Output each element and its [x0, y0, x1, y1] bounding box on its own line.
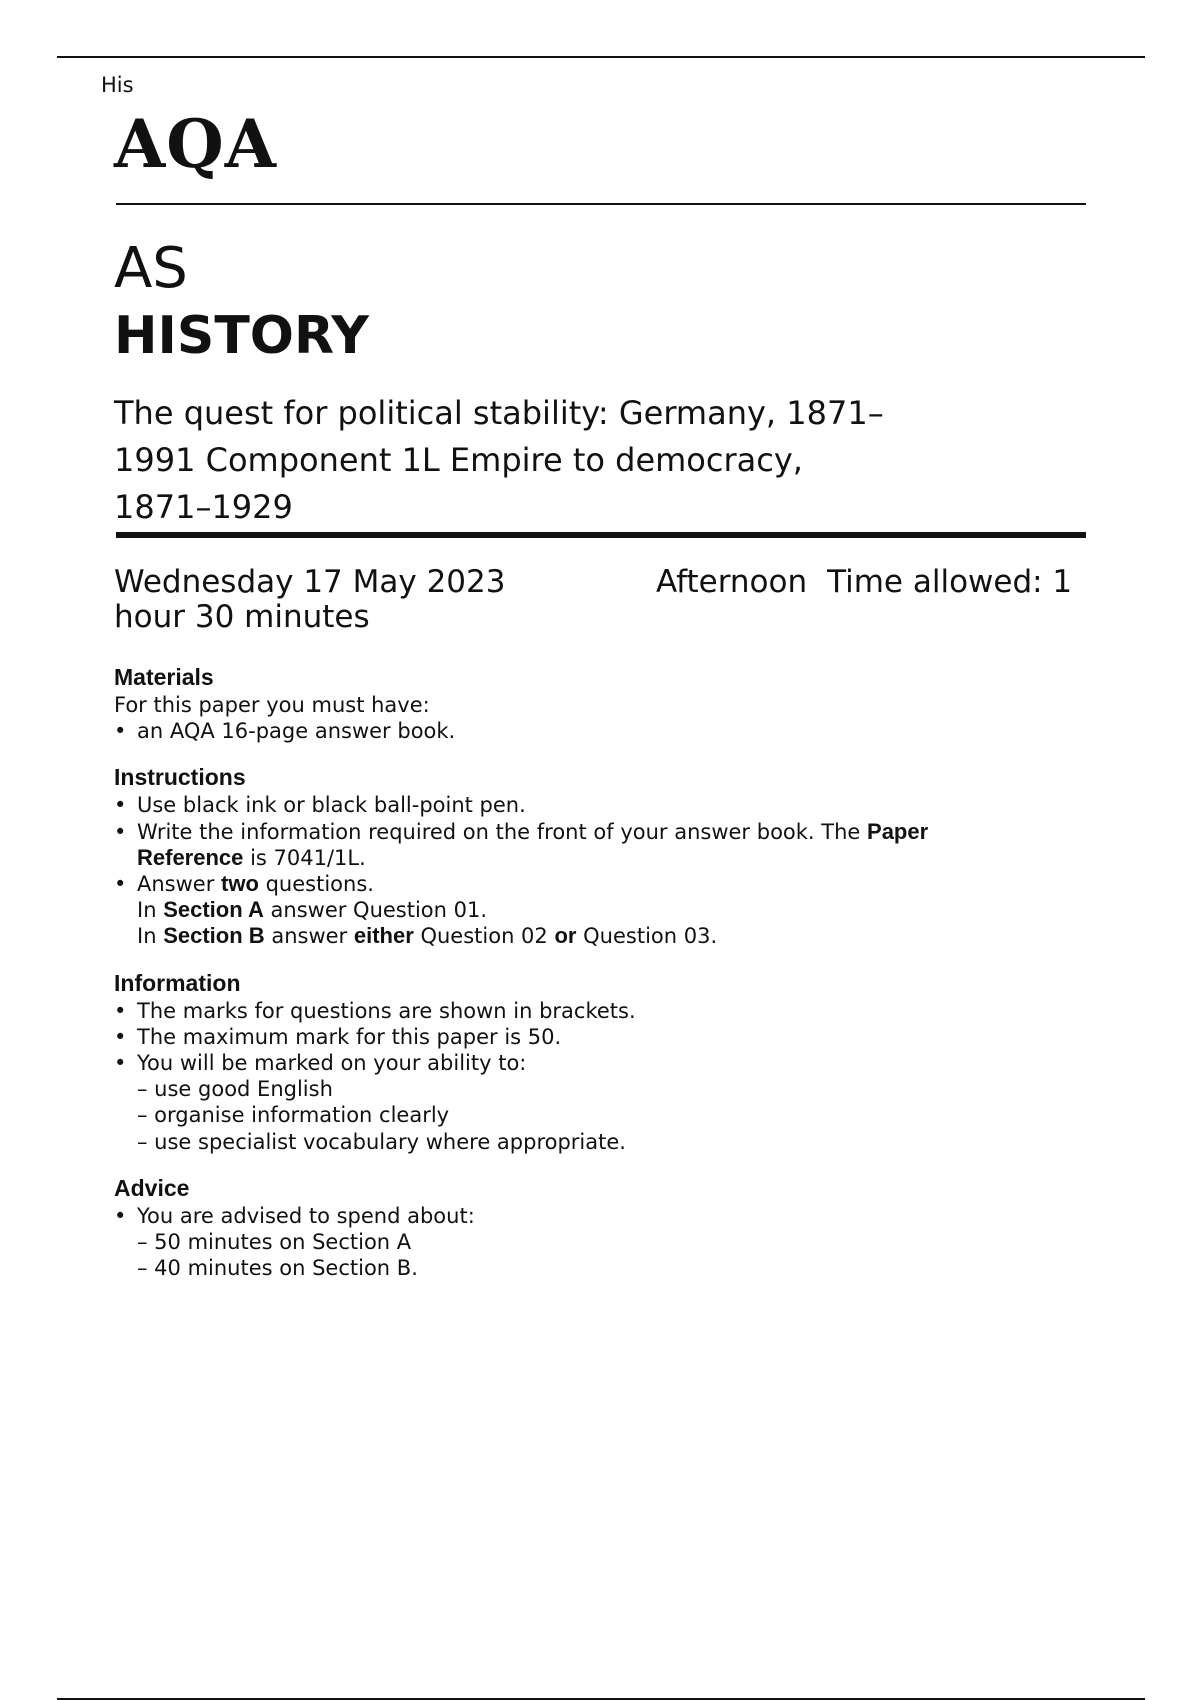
instructions-emphasis: Reference	[137, 844, 244, 870]
instructions-text: answer Question 01.	[263, 898, 488, 923]
information-section	[114, 970, 1094, 1155]
paper-title-line-1: The quest for political stability: Germany, 1871–	[114, 394, 884, 432]
advice-text: You are advised to spend about:	[137, 1203, 475, 1228]
advice-section	[114, 1175, 1094, 1282]
exam-session: Afternoon	[656, 564, 808, 600]
instructions-text: Question 02	[413, 924, 555, 949]
information-item	[114, 1050, 1094, 1155]
advice-item	[114, 1203, 1094, 1282]
instructions-item	[114, 871, 1094, 950]
paper-title-line-3: 1871–1929	[114, 488, 293, 526]
title-divider	[116, 532, 1086, 538]
instructions-text: Question 03.	[576, 924, 718, 949]
instructions-emphasis: or	[554, 923, 577, 949]
logo-divider	[116, 203, 1086, 205]
instructions-emphasis: Section A	[163, 897, 264, 923]
instructions-emphasis: Paper	[867, 818, 929, 844]
information-heading: Information	[114, 969, 241, 996]
instructions-subline	[137, 897, 1094, 923]
qualification-level: AS	[114, 236, 188, 301]
paper-title	[114, 390, 934, 531]
advice-subitem: – 50 minutes on Section A	[137, 1230, 412, 1255]
materials-item: • an AQA 16-page answer book.	[114, 718, 1094, 744]
instructions-emphasis: two	[221, 871, 259, 897]
instructions-text: questions.	[258, 872, 374, 897]
subject-title: HISTORY	[114, 306, 369, 366]
instructions-emphasis: Section B	[163, 923, 265, 949]
exam-details	[114, 565, 1094, 635]
information-subitem: – organise information clearly	[137, 1103, 450, 1128]
materials-intro: For this paper you must have:	[114, 693, 430, 717]
instructions-text: Answer	[137, 872, 222, 897]
instructions-text: is 7041/1L.	[243, 845, 366, 870]
advice-heading: Advice	[114, 1174, 190, 1201]
exam-date: Wednesday 17 May 2023	[114, 564, 506, 600]
instructions-section	[114, 764, 1094, 949]
instructions-heading: Instructions	[114, 764, 246, 791]
time-allowed-continued: hour 30 minutes	[114, 599, 370, 635]
instructions-text: In	[137, 924, 164, 949]
header-code: His	[101, 73, 134, 97]
information-subitem: – use good English	[137, 1077, 333, 1102]
top-rule	[57, 56, 1145, 58]
information-text: You will be marked on your ability to:	[137, 1051, 527, 1076]
materials-heading: Materials	[114, 664, 214, 690]
advice-subitem: – 40 minutes on Section B.	[137, 1256, 418, 1281]
instructions-emphasis: either	[353, 923, 414, 949]
information-item: • The maximum mark for this paper is 50.	[114, 1024, 1094, 1050]
instructions-text: answer	[264, 924, 354, 949]
instructions-item: • Use black ink or black ball-point pen.	[114, 792, 1094, 818]
instructions-text: In	[137, 898, 164, 923]
information-subitem: – use specialist vocabulary where appropriate.	[137, 1129, 626, 1154]
materials-section	[114, 664, 1094, 744]
instructions-text: Write the information required on the front of your answer book. The	[137, 819, 868, 844]
paper-title-line-2: 1991 Component 1L Empire to democracy,	[114, 441, 803, 479]
aqa-logo: AQA	[114, 105, 277, 183]
time-allowed: Time allowed: 1	[827, 564, 1073, 600]
instructions-subline	[137, 923, 1094, 949]
information-item: • The marks for questions are shown in brackets.	[114, 998, 1094, 1024]
paper-instructions	[114, 664, 1094, 1301]
instructions-item	[114, 819, 1094, 871]
